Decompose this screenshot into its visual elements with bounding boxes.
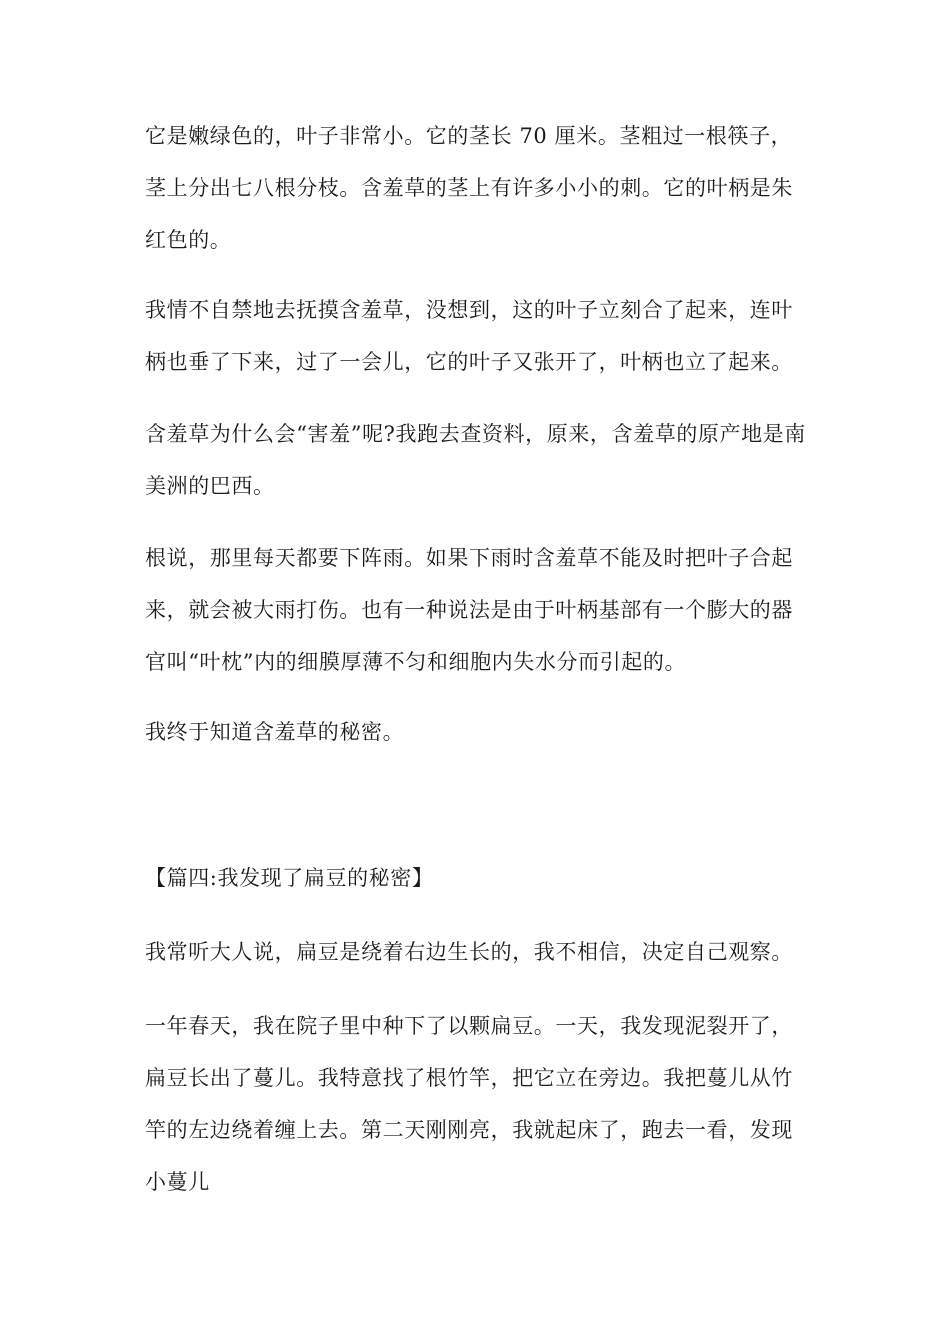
section-heading: 【篇四:我发现了扁豆的秘密】 bbox=[145, 866, 434, 890]
paragraph-rain-explanation: 根说，那里每天都要下阵雨。如果下雨时含羞草不能及时把叶子合起来，就会被大雨打伤。也有一种说法是由于叶柄基部有一个膨大的器官叫“叶枕”内的细膜厚薄不匀和细胞内失水分而引起的。 bbox=[145, 546, 793, 674]
paragraph-bean-rumor: 我常听大人说，扁豆是绕着右边生长的，我不相信，决定自己观察。 bbox=[145, 940, 793, 964]
paragraph-touch-reaction: 我情不自禁地去抚摸含羞草，没想到，这的叶子立刻合了起来，连叶柄也垂了下来，过了一会儿，它的叶子又张开了，叶柄也立了起来。 bbox=[145, 298, 793, 374]
paragraph-origin-question: 含羞草为什么会“害羞”呢?我跑去查资料，原来，含羞草的原产地是南美洲的巴西。 bbox=[145, 422, 806, 498]
paragraph-conclusion: 我终于知道含羞草的秘密。 bbox=[145, 720, 405, 744]
paragraph-stem-description: 它是嫩绿色的，叶子非常小。它的茎长 70 厘米。茎粗过一根筷子，茎上分出七八根分枝。含羞草的茎上有许多小小的刺。它的叶柄是朱红色的。 bbox=[145, 124, 793, 252]
paragraph-bean-planting: 一年春天，我在院子里中种下了以颗扁豆。一天，我发现泥裂开了，扁豆长出了蔓儿。我特意找了根竹竿，把它立在旁边。我把蔓儿从竹竿的左边绕着缠上去。第二天刚刚亮，我就起床了，跑去一看，发现小蔓儿 bbox=[145, 1014, 793, 1194]
